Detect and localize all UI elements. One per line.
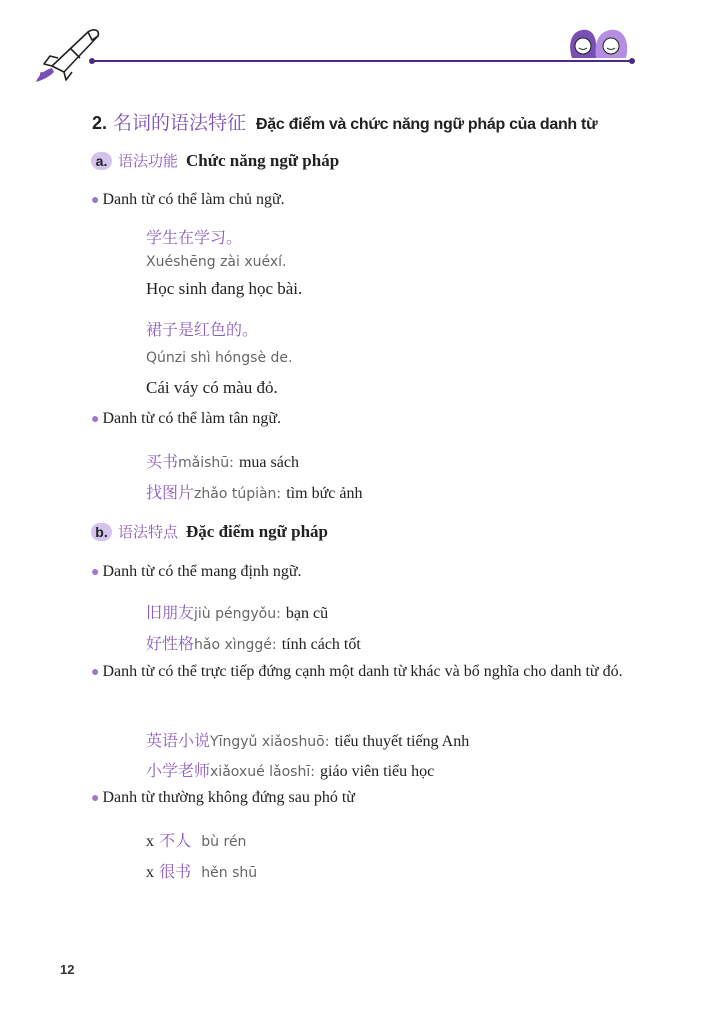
example-b2	[146, 631, 361, 654]
example-a2-vi: Cái váy có màu đỏ.	[146, 378, 278, 397]
section-heading	[92, 108, 597, 135]
bullet-b1-text: Danh từ có thể mang định ngữ.	[102, 563, 302, 580]
example-b5-pinyin: bù rén	[201, 834, 247, 850]
bullet-b3	[91, 789, 355, 807]
example-a3-cn: 买书	[146, 452, 179, 471]
example-a4-pinyin: zhǎo túpiàn:	[194, 486, 282, 502]
subheading-b-vi: Đặc điểm ngữ pháp	[186, 521, 328, 541]
example-b2-vi: tính cách tốt	[281, 636, 361, 653]
badge-a: a.	[91, 152, 112, 170]
example-b3-vi: tiểu thuyết tiếng Anh	[334, 733, 470, 750]
subheading-a-cn: 语法功能	[118, 152, 179, 170]
example-b1-cn: 旧朋友	[146, 603, 195, 622]
bullet-a1	[91, 191, 285, 209]
wrong-mark: x	[146, 833, 154, 850]
example-b6	[146, 859, 257, 882]
subheading-a-vi: Chức năng ngữ pháp	[186, 150, 340, 170]
bullet-dot-icon: ●	[91, 791, 100, 806]
example-b3-pinyin: Yīngyǔ xiǎoshuō:	[210, 734, 330, 750]
example-b5-cn: 不人	[159, 831, 192, 850]
bullet-b1	[91, 563, 302, 581]
example-b1	[146, 600, 328, 623]
bullet-dot-icon: ●	[91, 665, 100, 680]
example-a2-cn: 裙子是红色的。	[146, 320, 259, 339]
subheading-b	[91, 521, 328, 542]
wrong-mark: x	[146, 864, 154, 881]
bullet-b2-text: Danh từ có thể trực tiếp đứng cạnh một danh từ khác và bổ nghĩa cho danh từ đó.	[102, 663, 623, 680]
subheading-a	[91, 150, 339, 171]
example-b6-cn: 很书	[159, 862, 192, 881]
girls-faces-icon	[566, 26, 634, 60]
example-b3	[146, 728, 469, 751]
example-b1-pinyin: jiù péngyǒu:	[194, 606, 281, 622]
example-b6-pinyin: hěn shū	[201, 865, 258, 881]
example-a3-pinyin: mǎishū:	[178, 455, 234, 471]
example-a4	[146, 480, 362, 503]
subheading-b-cn: 语法特点	[118, 523, 179, 541]
bullet-dot-icon: ●	[91, 565, 100, 580]
rocket-icon	[30, 26, 102, 84]
example-a2-pinyin: Qúnzi shì hóngsè de.	[146, 350, 293, 366]
bullet-dot-icon: ●	[91, 193, 100, 208]
bullet-dot-icon: ●	[91, 412, 100, 427]
example-b2-cn: 好性格	[146, 634, 195, 653]
section-title-cn: 名词的语法特征	[113, 112, 247, 134]
bullet-a2-text: Danh từ có thể làm tân ngữ.	[102, 410, 282, 427]
example-a4-cn: 找图片	[146, 483, 195, 502]
bullet-b3-text: Danh từ thường không đứng sau phó từ	[102, 789, 355, 806]
example-b4	[146, 758, 434, 781]
example-b4-pinyin: xiǎoxué lǎoshī:	[210, 764, 315, 780]
example-a1-cn: 学生在学习。	[146, 228, 243, 247]
section-title-vi: Đặc điểm và chức năng ngữ pháp của danh từ	[256, 116, 598, 133]
example-a3	[146, 449, 299, 472]
bullet-b2	[91, 658, 636, 686]
example-a1-pinyin: Xuéshēng zài xuéxí.	[146, 254, 287, 270]
example-b4-vi: giáo viên tiểu học	[320, 763, 435, 780]
example-b3-cn: 英语小说	[146, 731, 211, 750]
example-a1-vi: Học sinh đang học bài.	[146, 279, 303, 298]
section-number: 2.	[92, 113, 108, 133]
bullet-a1-text: Danh từ có thể làm chủ ngữ.	[102, 191, 285, 208]
example-b2-pinyin: hǎo xìnggé:	[194, 637, 277, 653]
example-a3-vi: mua sách	[238, 454, 299, 471]
example-a4-vi: tìm bức ảnh	[286, 485, 363, 502]
badge-b: b.	[91, 523, 112, 541]
header-line	[92, 60, 632, 62]
example-b1-vi: bạn cũ	[285, 605, 329, 622]
bullet-a2	[91, 410, 281, 428]
example-b5	[146, 828, 246, 851]
example-b4-cn: 小学老师	[146, 761, 211, 780]
header-line-right-dot	[629, 58, 635, 64]
page-number: 12	[60, 962, 75, 977]
